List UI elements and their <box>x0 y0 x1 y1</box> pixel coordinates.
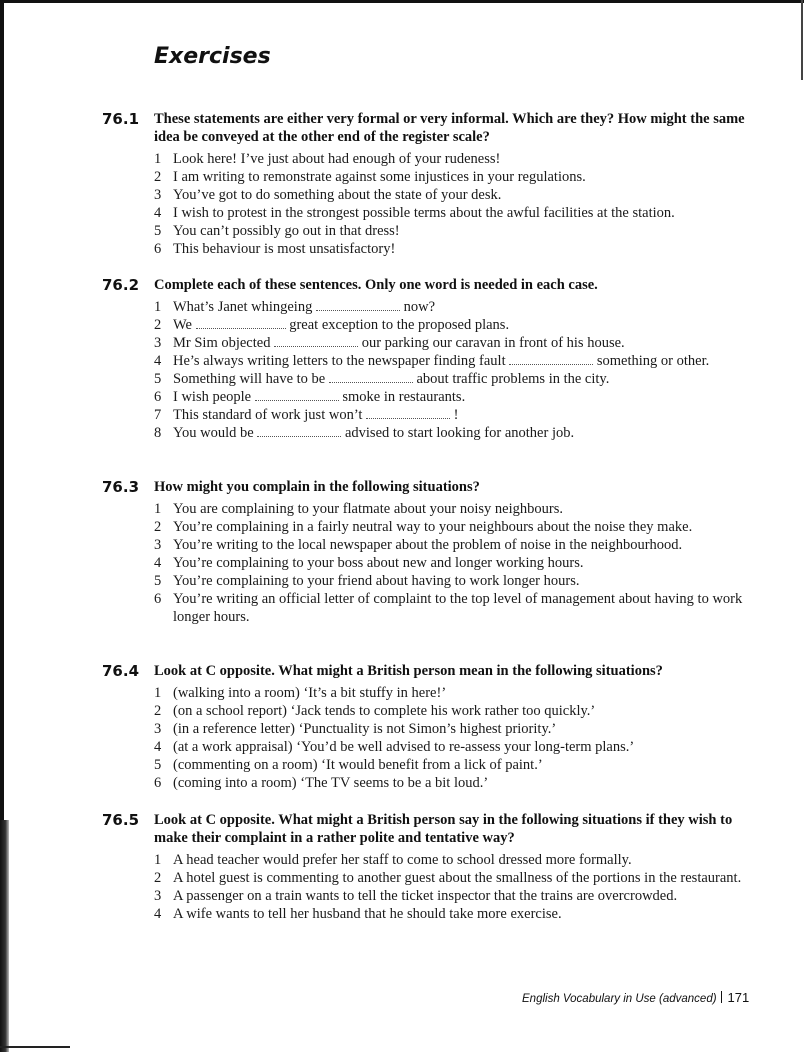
item-number: 5 <box>154 757 162 773</box>
list-item <box>154 720 754 738</box>
item-number: 4 <box>154 353 162 369</box>
item-text-before: Mr Sim objected <box>173 335 271 351</box>
item-text-before: This standard of work just won’t <box>173 407 363 423</box>
item-number: 6 <box>154 591 162 607</box>
item-text: You’re complaining to your friend about having to work longer hours. <box>173 573 580 589</box>
item-text: A hotel guest is commenting to another guest about the smallness of the portions in the restaurant. <box>173 870 742 886</box>
item-number: 7 <box>154 407 162 423</box>
item-number: 1 <box>154 852 162 868</box>
list-item <box>154 298 754 316</box>
item-text-after: ! <box>453 407 459 423</box>
item-text: A head teacher would prefer her staff to come to school dressed more formally. <box>173 852 632 868</box>
item-text-after: our parking our caravan in front of his house. <box>361 335 625 351</box>
list-item <box>154 150 754 168</box>
footer-divider <box>721 991 722 1003</box>
list-item <box>154 316 754 334</box>
exercise-items <box>154 298 754 442</box>
item-text: (on a school report) ‘Jack tends to complete his work rather too quickly.’ <box>173 703 596 719</box>
scan-edge-bottom <box>0 1046 70 1048</box>
scan-edge-right <box>801 0 803 80</box>
list-item <box>154 204 754 222</box>
list-item <box>154 536 754 554</box>
item-number: 3 <box>154 187 162 203</box>
list-item <box>154 684 754 702</box>
item-text: (at a work appraisal) ‘You’d be well advised to re-assess your long-term plans.’ <box>173 739 635 755</box>
answer-blank[interactable] <box>255 389 339 401</box>
item-number: 5 <box>154 371 162 387</box>
item-number: 2 <box>154 703 162 719</box>
page-number: 171 <box>727 990 750 1005</box>
item-text: I wish to protest in the strongest possible terms about the awful facilities at the station. <box>173 205 675 221</box>
list-item <box>154 352 754 370</box>
item-text-after: something or other. <box>596 353 710 369</box>
item-number: 3 <box>154 537 162 553</box>
item-number: 3 <box>154 335 162 351</box>
item-number: 1 <box>154 151 162 167</box>
item-text: You’re writing an official letter of complaint to the top level of management about having to work longer hours. <box>173 591 743 625</box>
exercise-instruction: How might you complain in the following situations? <box>154 479 480 495</box>
list-item <box>154 518 754 536</box>
exercise-number: 76.4 <box>102 662 140 680</box>
answer-blank[interactable] <box>329 371 413 383</box>
item-text: (walking into a room) ‘It’s a bit stuffy in here!’ <box>173 685 447 701</box>
list-item <box>154 222 754 240</box>
exercise-instruction: These statements are either very formal or very informal. Which are they? How might the same idea be conveyed at the other end of the register scale? <box>154 111 745 145</box>
item-text-before: Something will have to be <box>173 371 326 387</box>
page-title: Exercises <box>154 44 271 69</box>
list-item <box>154 702 754 720</box>
book-title: English Vocabulary in Use (advanced) <box>522 993 717 1005</box>
exercise-items <box>154 684 754 792</box>
item-number: 2 <box>154 870 162 886</box>
answer-blank[interactable] <box>196 317 286 329</box>
list-item <box>154 887 754 905</box>
list-item <box>154 851 754 869</box>
item-number: 4 <box>154 205 162 221</box>
item-text-before: I wish people <box>173 389 252 405</box>
item-text: You can’t possibly go out in that dress! <box>173 223 400 239</box>
item-text: You’re complaining in a fairly neutral way to your neighbours about the noise they make. <box>173 519 693 535</box>
item-number: 2 <box>154 169 162 185</box>
item-number: 1 <box>154 685 162 701</box>
item-number: 1 <box>154 299 162 315</box>
item-text: A wife wants to tell her husband that he should take more exercise. <box>173 906 562 922</box>
exercise-instruction: Complete each of these sentences. Only one word is needed in each case. <box>154 277 598 293</box>
item-number: 1 <box>154 501 162 517</box>
item-text-before: What’s Janet whingeing <box>173 299 313 315</box>
exercise-items <box>154 851 754 923</box>
list-item <box>154 334 754 352</box>
item-number: 2 <box>154 519 162 535</box>
item-number: 2 <box>154 317 162 333</box>
item-number: 6 <box>154 241 162 257</box>
scan-edge-left-shadow <box>0 820 9 1052</box>
exercise-number: 76.5 <box>102 811 140 829</box>
item-number: 4 <box>154 906 162 922</box>
item-text-after: great exception to the proposed plans. <box>289 317 510 333</box>
item-number: 4 <box>154 555 162 571</box>
exercise-number: 76.3 <box>102 478 140 496</box>
item-text: You’re complaining to your boss about new and longer working hours. <box>173 555 584 571</box>
list-item <box>154 186 754 204</box>
answer-blank[interactable] <box>316 299 400 311</box>
page-footer <box>522 990 752 1005</box>
exercise-instruction: Look at C opposite. What might a British person say in the following situations if they wish to make their complaint in a rather polite and tentative way? <box>154 812 733 846</box>
list-item <box>154 905 754 923</box>
item-number: 6 <box>154 389 162 405</box>
item-text: You’ve got to do something about the state of your desk. <box>173 187 502 203</box>
list-item <box>154 738 754 756</box>
item-text: Look here! I’ve just about had enough of your rudeness! <box>173 151 501 167</box>
item-number: 3 <box>154 888 162 904</box>
item-number: 6 <box>154 775 162 791</box>
exercise-items <box>154 150 754 258</box>
item-text: (in a reference letter) ‘Punctuality is not Simon’s highest priority.’ <box>173 721 557 737</box>
list-item <box>154 406 754 424</box>
answer-blank[interactable] <box>509 353 593 365</box>
list-item <box>154 168 754 186</box>
item-number: 4 <box>154 739 162 755</box>
answer-blank[interactable] <box>274 335 358 347</box>
item-number: 3 <box>154 721 162 737</box>
item-text: (commenting on a room) ‘It would benefit from a lick of paint.’ <box>173 757 543 773</box>
item-text-after: advised to start looking for another job. <box>344 425 575 441</box>
item-text: (coming into a room) ‘The TV seems to be a bit loud.’ <box>173 775 489 791</box>
item-number: 8 <box>154 425 162 441</box>
list-item <box>154 869 754 887</box>
item-text: A passenger on a train wants to tell the ticket inspector that the trains are overcrowded. <box>173 888 678 904</box>
item-text: You’re writing to the local newspaper about the problem of noise in the neighbourhood. <box>173 537 683 553</box>
list-item <box>154 572 754 590</box>
list-item <box>154 756 754 774</box>
list-item <box>154 388 754 406</box>
exercise-number: 76.1 <box>102 110 140 128</box>
exercise-number: 76.2 <box>102 276 140 294</box>
exercise-items <box>154 500 754 626</box>
list-item <box>154 590 754 626</box>
item-number: 5 <box>154 223 162 239</box>
item-text-before: You would be <box>173 425 254 441</box>
list-item <box>154 500 754 518</box>
item-text: This behaviour is most unsatisfactory! <box>173 241 396 257</box>
list-item <box>154 240 754 258</box>
list-item <box>154 424 754 442</box>
answer-blank[interactable] <box>257 425 341 437</box>
item-text-after: about traffic problems in the city. <box>416 371 610 387</box>
item-text: You are complaining to your flatmate about your noisy neighbours. <box>173 501 563 517</box>
list-item <box>154 370 754 388</box>
item-text-after: smoke in restaurants. <box>342 389 466 405</box>
item-number: 5 <box>154 573 162 589</box>
scan-edge-top <box>0 0 804 3</box>
item-text-after: now? <box>403 299 436 315</box>
exercise-instruction: Look at C opposite. What might a British person mean in the following situations? <box>154 663 663 679</box>
item-text-before: We <box>173 317 192 333</box>
list-item <box>154 554 754 572</box>
item-text: I am writing to remonstrate against some injustices in your regulations. <box>173 169 586 185</box>
item-text-before: He’s always writing letters to the newspaper finding fault <box>173 353 506 369</box>
list-item <box>154 774 754 792</box>
answer-blank[interactable] <box>366 407 450 419</box>
